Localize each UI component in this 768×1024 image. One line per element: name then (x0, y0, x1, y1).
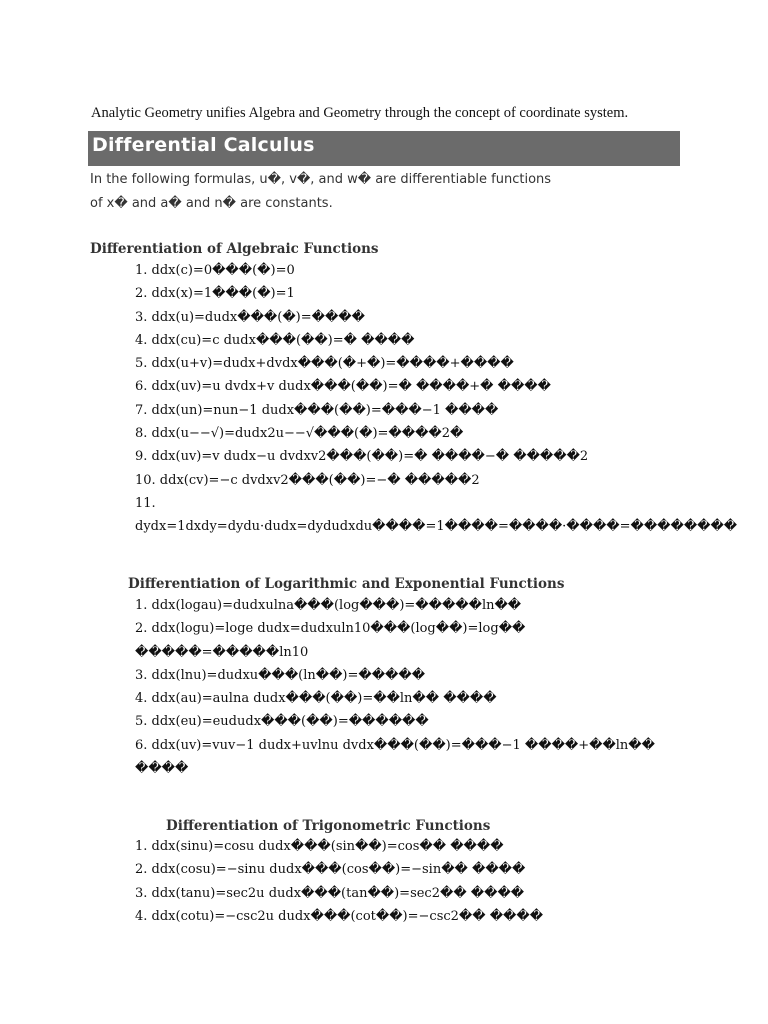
intro-text: Analytic Geometry unifies Algebra and Geometry through the concept of coordinate system. (91, 105, 629, 121)
formula-item: 1. ddx(logau)=dudxulna���(log���)=�����ln�� (135, 598, 522, 613)
formula-item: 1. ddx(sinu)=cosu dudx���(sin��)=cos�� ���� (135, 839, 504, 854)
formula-item: 6. ddx(uv)=u dvdx+v dudx���(��)=� ����+� ���� (135, 379, 551, 395)
formula-item: 3. ddx(tanu)=sec2u dudx���(tan��)=sec2�� ���� (135, 885, 525, 901)
formula-item: 2. ddx(x)=1���(�)=1 (135, 286, 295, 302)
formula-item: 5. ddx(eu)=eududx���(��)=������ (135, 714, 429, 730)
description-line-2: of x� and a� and n� are constants. (90, 196, 333, 211)
formula-item: 3. ddx(u)=dudx���(�)=���� (135, 309, 365, 325)
formula-item: 1. ddx(c)=0���(�)=0 (135, 263, 295, 278)
formula-item: 10. ddx(cv)=−c dvdxv2���(��)=−� �����2 (135, 472, 480, 488)
formula-item: 9. ddx(uv)=v dudx−u dvdxv2���(��)=� ����−� �����2 (135, 449, 589, 465)
formula-list-logarithmic (135, 594, 675, 780)
formula-item: 7. ddx(un)=nun−1 dudx���(��)=���−1 ���� (135, 402, 499, 418)
formula-item: 3. ddx(lnu)=dudxu���(ln��)=����� (135, 667, 426, 683)
formula-item: 4. ddx(au)=aulna dudx���(��)=��ln�� ���� (135, 691, 497, 707)
formula-list-algebraic (135, 259, 738, 539)
formula-item: 2. ddx(cosu)=−sinu dudx���(cos��)=−sin�� ���� (135, 862, 526, 878)
formula-item: 5. ddx(u+v)=dudx+dvdx���(�+�)=����+���� (135, 356, 514, 372)
formula-item: 4. ddx(cotu)=−csc2u dudx���(cot��)=−csc2�� ���� (135, 908, 544, 924)
formula-list-trigonometric (135, 835, 543, 928)
formula-item: 6. ddx(uv)=vuv−1 dudx+uvlnu dvdx���(��)=���−1 ����+��ln�� ���� (135, 737, 655, 777)
section-title-algebraic: Differentiation of Algebraic Functions (90, 241, 379, 257)
formula-item: 8. ddx(u−−√)=dudx2u−−√���(�)=����2� (135, 426, 464, 442)
section-title-trigonometric: Differentiation of Trigonometric Functions (166, 818, 491, 834)
description-line-1: In the following formulas, u�, v�, and w� are differentiable functions (90, 172, 552, 187)
formula-item: 2. ddx(logu)=loge dudx=dudxuln10���(log��)=log�� �����=�����ln10 (135, 621, 526, 660)
section-title-logarithmic: Differentiation of Logarithmic and Exponential Functions (128, 576, 565, 592)
formula-item: 4. ddx(cu)=c dudx���(��)=� ���� (135, 332, 415, 348)
section-banner (88, 131, 680, 166)
banner-title: Differential Calculus (92, 134, 315, 156)
formula-item: 11. dydx=1dxdy=dydu·dudx=dydudxdu����=1����=����·����=�������� (135, 495, 738, 535)
